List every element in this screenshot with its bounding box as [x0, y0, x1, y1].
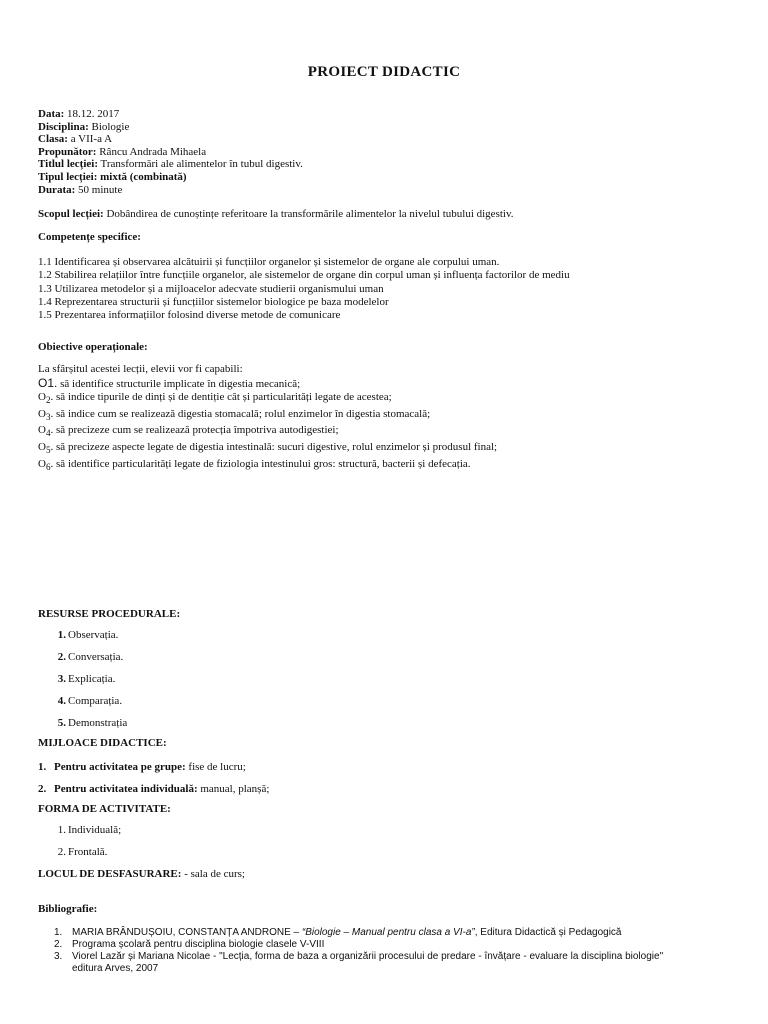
objective-item: $O_3$. să indice cum se realizează digestia stomacală; rolul enzimelor în digestia stomacală; [38, 407, 431, 422]
activity-form-heading: FORMA DE ACTIVITATE: [38, 803, 171, 815]
meta-date: Data: 18.12. 2017 [38, 108, 120, 120]
meta-lesson-type: Tipul lecției: mixtă (combinată) [38, 170, 187, 183]
objective-item: $O_2$. să indice tipurile de dinți și de dentiție cât și particularități legate de acestea; [38, 391, 392, 406]
objectives-heading: Obiective operaționale: [38, 341, 148, 353]
teaching-aids-list [38, 760, 269, 804]
competency-item: 1.2 Stabilirea relațiilor între funcțiile organelor, ale sistemelor de organe din corpul uman și influența factorilor de mediu [38, 269, 570, 282]
meta-lesson-title: Titlul lecției: Transformări ale alimentelor în tubul digestiv. [38, 158, 303, 171]
resources-heading: RESURSE PROCEDURALE: [38, 608, 181, 620]
metadata-block [38, 108, 728, 196]
meta-class: Clasa: a VII-a A [38, 133, 113, 146]
objective-item: $O_6$. să identifice particularități legate de fiziologia intestinului gros: structură, bacterii și defecația. [38, 457, 471, 472]
objective-item: O1. să identifice structurile implicate în digestia mecanică; [38, 375, 301, 390]
objectives-intro: La sfârșitul acestei lecții, elevii vor fi capabili: [38, 363, 243, 375]
competencies-heading: Competențe specifice: [38, 231, 141, 243]
bibliography-item: 1. MARIA BRÂNDUȘOIU, CONSTANȚA ANDRONE – “Biologie – Manual pentru clasa a VI-a”, Editura Didactică și Pedagogică [54, 927, 622, 938]
competency-item: 1.5 Prezentarea informațiilor folosind diverse metode de comunicare [38, 309, 341, 322]
competencies-list [38, 256, 758, 322]
location-line: LOCUL DE DESFASURARE: - sala de curs; [38, 868, 245, 880]
objective-item: $O_4$. să precizeze cum se realizează protecția împotriva autodigestiei; [38, 424, 339, 439]
bibliography-item-continuation: editura Arves, 2007 [72, 963, 159, 974]
list-item: 2. Pentru activitatea individuală: manual, planșă; [38, 783, 270, 795]
bibliography-item: 3. Viorel Lazăr și Mariana Nicolae - "Lecția, forma de baza a organizării procesului de predare - învățare - evaluare la disciplina biologie" [54, 951, 664, 962]
meta-teacher: Propunător: Râncu Andrada Mihaela [38, 145, 207, 158]
objective-item: $O_5$. să precizeze aspecte legate de digestia intestinală: sucuri digestive, rolul enzimelor și produsul final; [38, 441, 498, 456]
objectives-list [38, 363, 758, 474]
competency-item: 1.1 Identificarea și observarea alcătuirii și funcțiilor organelor și sistemelor de organe ale corpului uman. [38, 256, 500, 268]
meta-duration: Durata: 50 minute [38, 183, 123, 196]
lesson-scope: Scopul lecției: Dobândirea de cunoștințe referitoare la transformările alimentelor la nivelul tubului digestiv. [38, 208, 514, 220]
competency-item: 1.4 Reprezentarea structurii și funcțiilor sistemelor biologice pe baza modelelor [38, 295, 389, 308]
teaching-aids-heading: MIJLOACE DIDACTICE: [38, 737, 167, 749]
document-page: PROIECT DIDACTIC Data: 18.12. 2017 Disciplina: Biologie Clasa: a VII-a A Propunător: Râncu Andrada Mihaela Titlul lecției: Transformări ale alimentelor în tubul digestiv. Tipul lecției: mixtă (combinată) Durata: 50 minute Scopul lecției: Dobândirea de cunoștințe referitoare la transformările alimentelor la nivelul tubului digestiv. Competențe specifice: 1.1 Identificarea și observarea alcătuirii și funcțiilor organelor și sistemelor de organe ale corpului uman. 1.2 Stabilirea relațiilor între funcțiile organelor, ale sistemelor de organe din corpul uman și influența factorilor de mediu 1.3 Utilizarea metodelor și a mijloacelor adecvate studierii organismului uman 1.4 Reprezentarea structurii și funcțiilor sistemelor biologice pe baza modelelor 1.5 Prezentarea informațiilor folosind diverse metode de comunicare Obiective operaționale: La sfârșitul acestei lecții, elevii vor fi capabili: O1. să identifice structurile implicate în digestia mecanică; $O_2$. să indice tipurile de dinți și de dentiție cât și particularități legate de acestea; $O_3$. să indice cum se realizează digestia stomacală; rolul enzimelor în digestia stomacală; $O_4$. să precizeze cum se realizează protecția împotriva autodigestiei; $O_5$. să precizeze aspecte legate de digestia intestinală: sucuri digestive, rolul enzimelor și produsul final; $O_6$. să identifice particularități legate de fiziologia intestinului gros: structură, bacterii și defecația. RESURSE PROCEDURALE: 1. Observația. 2. Conversația. 3. Explicația. 4. Comparația. 5. Demonstrația MIJLOACE DIDACTICE: 1. Pentru activitatea pe grupe: fise de lucru; 2. Pentru activitatea individuală: manual, planșă; FORMA DE ACTIVITATE: 1. Individuală; 2. Frontală. LOCUL DE DESFASURARE: - sala de curs; Bibliografie: 1. MARIA BRÂNDUȘOIU, CONSTANȚA ANDRONE – “Biologie – Manual pentru clasa a VI-a”, Editura Didactică și Pedagogică 2. Programa școlară pentru disciplina biologie clasele V-VIII 3. Viorel Lazăr și Mariana Nicolae - "Lecția, forma de baza a organizării procesului de predare - învățare - evaluare la disciplina biologie" editura Arves, 2007 [0, 0, 768, 1024]
bibliography-heading: Bibliografie: [38, 903, 98, 915]
list-item: 1. Pentru activitatea pe grupe: fise de lucru; [38, 761, 246, 773]
document-title: PROIECT DIDACTIC [307, 64, 461, 80]
bibliography-item: 2. Programa școlară pentru disciplina biologie clasele V-VIII [54, 939, 325, 950]
competency-item: 1.3 Utilizarea metodelor și a mijloacelor adecvate studierii organismului uman [38, 282, 384, 295]
bibliography-list [54, 927, 744, 975]
meta-discipline: Disciplina: Biologie [38, 120, 130, 133]
